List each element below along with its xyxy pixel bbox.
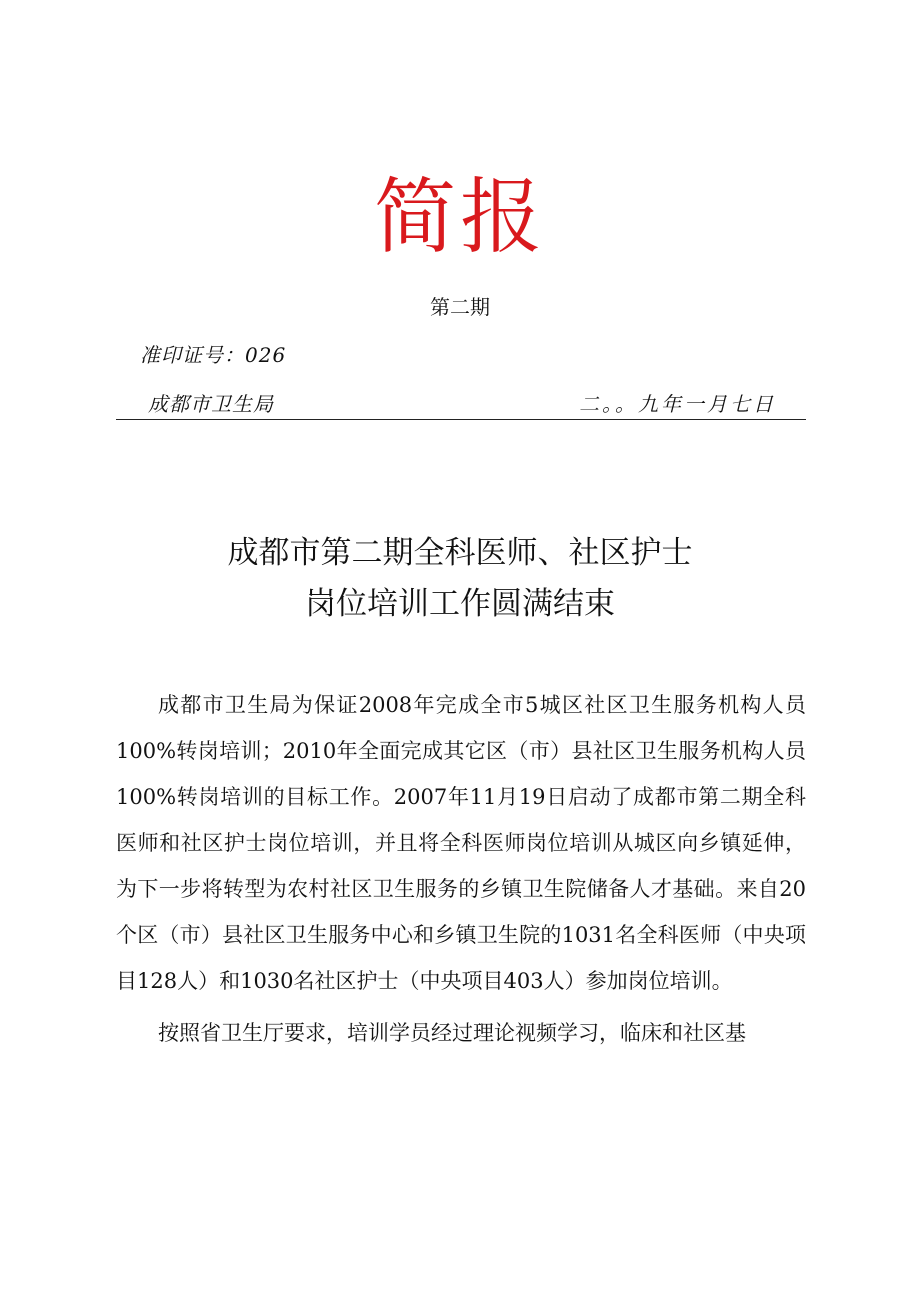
body-paragraph: 按照省卫生厅要求，培训学员经过理论视频学习，临床和社区基 xyxy=(158,1021,746,1045)
article-title-line: 成都市第二期全科医师、社区护士 xyxy=(227,535,693,571)
body-paragraph: 成都市卫生局为保证2008年完成全市5城区社区卫生服务机构人员100%转岗培训；2010年全面完成其它区（市）县社区卫生服务机构人员100%转岗培训的目标工作。2007年11月19日启动了成都市第二期全科医师和社区护士岗位培训，并且将全科医师岗位培训从城区向乡镇延伸，为下一步将转型为农村社区卫生服务的乡镇卫生院储备人才基础。来自20个区（市）县社区卫生服务中心和乡镇卫生院的1031名全科医师（中央项目128人）和1030名社区护士（中央项目403人）参加岗位培训。 xyxy=(116,693,806,993)
issuer-date-row xyxy=(116,389,806,420)
issuer-name: 成都市卫生局 xyxy=(148,392,274,416)
article-body xyxy=(116,682,806,1056)
issue-number: 第二期 xyxy=(430,295,490,319)
masthead-title: 简报 xyxy=(373,170,546,265)
article-title xyxy=(0,528,920,630)
issue-date: 二。。九年一月七日 xyxy=(579,392,776,416)
article-title-line: 岗位培训工作圆满结束 xyxy=(305,586,615,622)
print-permit-number: 准印证号：026 xyxy=(140,343,287,367)
